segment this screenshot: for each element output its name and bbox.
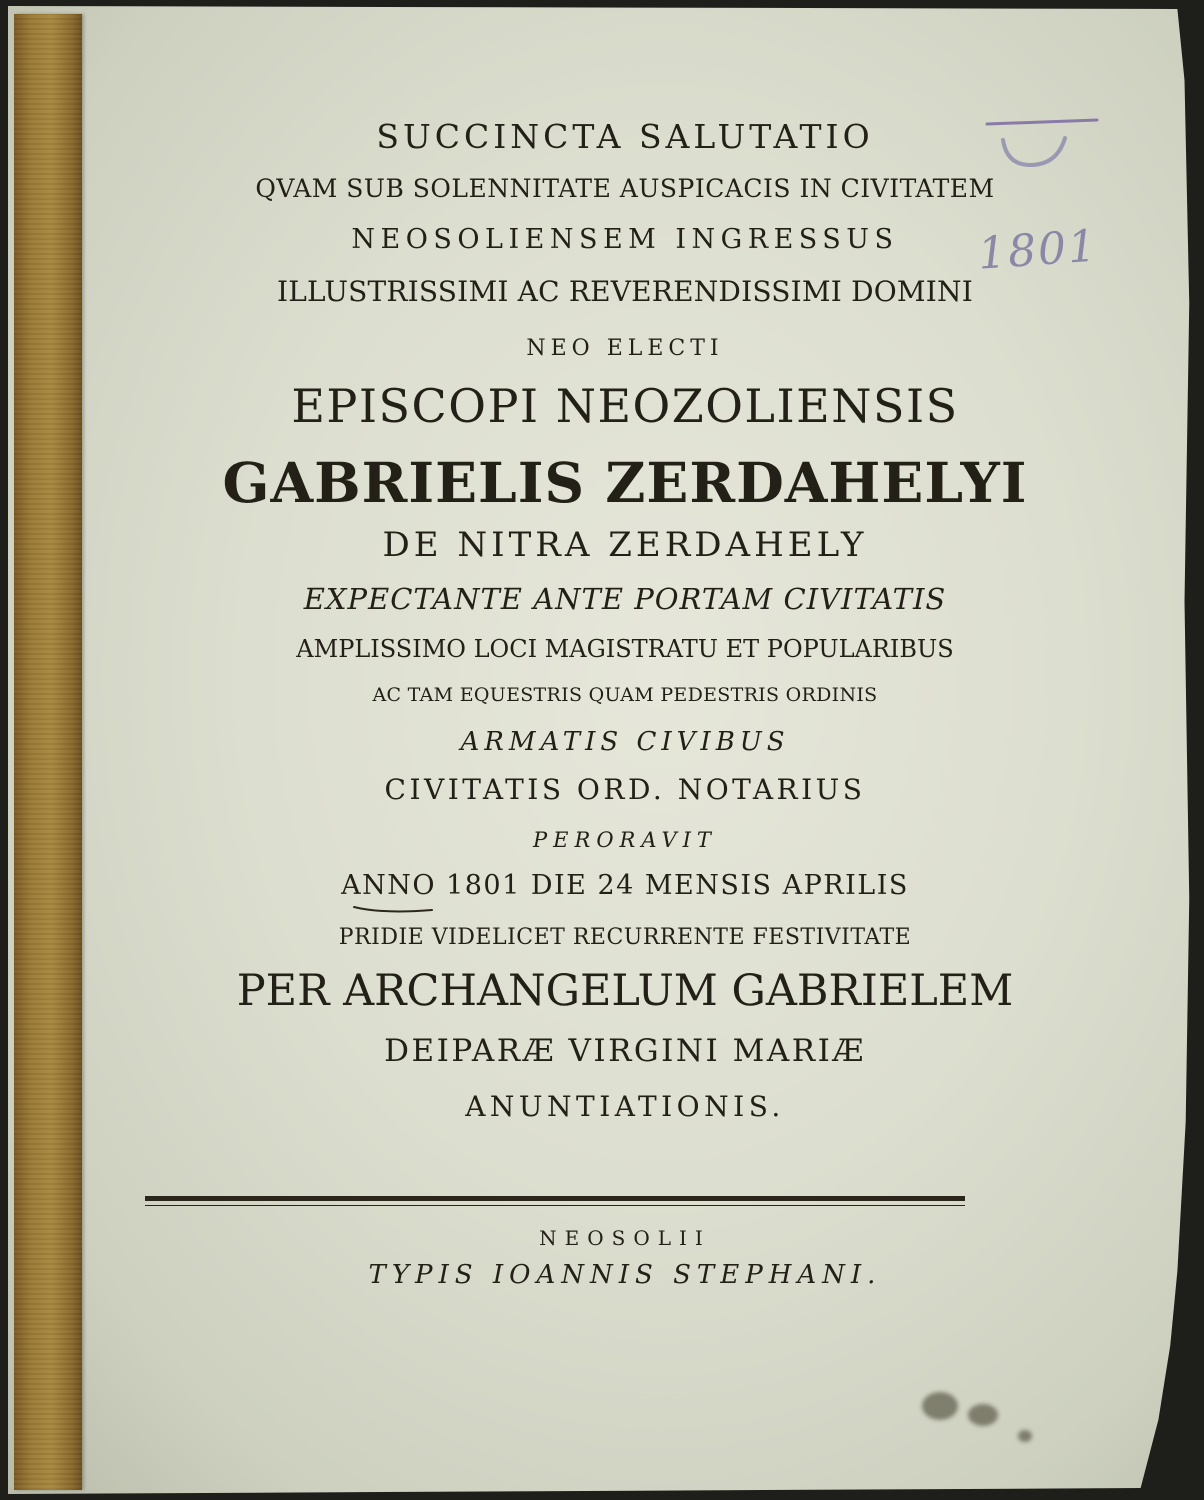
title-line-12: ARMATIS CIVIBUS — [460, 727, 790, 757]
imprint-rule — [145, 1196, 965, 1201]
title-line-2: QVAM SUB SOLENNITATE AUSPICACIS IN CIVITATEM — [255, 174, 995, 203]
handwritten-underline — [352, 904, 434, 916]
title-line-14: PERORAVIT — [533, 828, 717, 852]
title-line-8: DE NITRA ZERDAHELY — [382, 525, 868, 565]
title-line-19: ANUNTIATIONIS. — [465, 1090, 785, 1123]
title-line-6: EPISCOPI NEOZOLIENSIS — [291, 379, 959, 433]
title-line-9: EXPECTANTE ANTE PORTAM CIVITATIS — [303, 582, 947, 616]
title-line-3: NEOSOLIENSEM INGRESSUS — [351, 224, 899, 255]
title-line-4: ILLUSTRISSIMI AC REVERENDISSIMI DOMINI — [277, 275, 973, 308]
title-line-15: ANNO 1801 DIE 24 MENSIS APRILIS — [341, 870, 909, 901]
imprint-place: NEOSOLII — [539, 1226, 711, 1250]
paper-stain — [1018, 1430, 1032, 1442]
handwritten-year: 1801 — [976, 220, 1100, 280]
title-line-18: DEIPARÆ VIRGINI MARIÆ — [384, 1033, 866, 1069]
title-line-16: PRIDIE VIDELICET RECURRENTE FESTIVITATE — [338, 925, 912, 950]
binding-tape — [14, 14, 82, 1490]
title-line-11: AC TAM EQUESTRIS QUAM PEDESTRIS ORDINIS — [372, 684, 878, 706]
title-line-7: GABRIELIS ZERDAHELYI — [222, 450, 1028, 515]
title-line-13: CIVITATIS ORD. NOTARIUS — [384, 773, 866, 806]
title-line-10: AMPLISSIMO LOCI MAGISTRATU ET POPULARIBUS — [296, 635, 954, 663]
paper-stain — [922, 1392, 958, 1420]
title-line-17: PER ARCHANGELUM GABRIELEM — [236, 966, 1014, 1016]
title-line-5: NEO ELECTI — [526, 336, 724, 361]
title-line-1: SUCCINCTA SALUTATIO — [376, 117, 874, 156]
imprint-printer: TYPIS IOANNIS STEPHANI. — [368, 1260, 882, 1290]
paper-stain — [968, 1404, 998, 1426]
